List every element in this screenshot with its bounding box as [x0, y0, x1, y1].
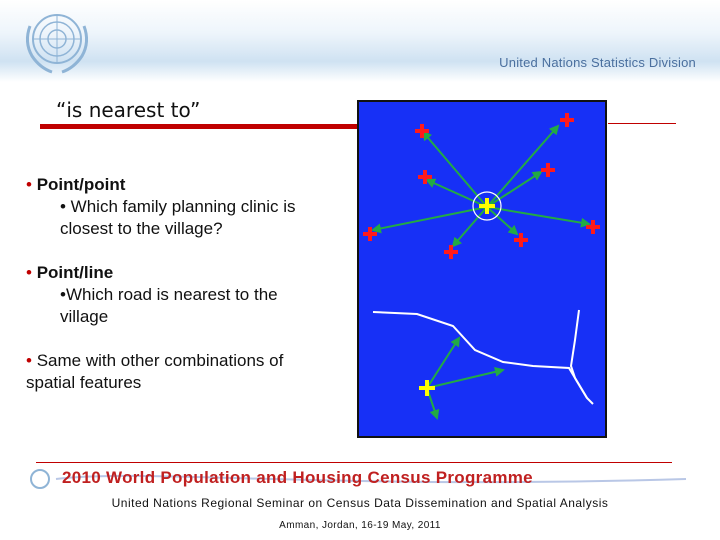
clinic-cross-icon: [444, 245, 458, 259]
census-banner-text: 2010 World Population and Housing Census Programme: [62, 468, 533, 487]
seminar-title: United Nations Regional Seminar on Census Data Dissemination and Spatial Analysis: [111, 496, 609, 510]
footer-rule: [36, 462, 672, 463]
title-rule-right: [608, 123, 676, 124]
bullet-sub: •Which road is nearest to the: [60, 285, 278, 304]
clinic-cross-icon: [586, 220, 600, 234]
un-emblem-icon: [18, 6, 96, 76]
seminar-place-date: Amman, Jordan, 16-19 May, 2011: [279, 520, 441, 531]
clinic-crosses: [363, 113, 600, 259]
bullet-marker: •: [26, 351, 32, 370]
road-arrows: [427, 338, 503, 418]
distance-arrow: [427, 180, 487, 207]
bullet-heading: Point/point: [36, 175, 126, 194]
title-rule: [40, 124, 360, 129]
bullet-combinations: [26, 350, 356, 372]
bullet-text: Same with other combinations of: [36, 351, 284, 370]
bullet-sub-cont: closest to the village?: [60, 219, 223, 238]
bullet-marker: •: [26, 175, 32, 194]
clinic-cross-icon: [541, 163, 555, 177]
bullet-heading: Point/line: [36, 263, 114, 282]
bullet-point-line: [26, 262, 356, 284]
bullet-sub-cont: village: [60, 307, 109, 326]
road-line: [571, 310, 587, 398]
division-name: United Nations Statistics Division: [499, 55, 696, 70]
road-line: [373, 312, 593, 404]
bullet-list: [26, 174, 356, 394]
clinic-cross-icon: [560, 113, 574, 127]
map-diagram: [357, 100, 607, 438]
bullet-marker: •: [26, 263, 32, 282]
distance-arrow: [427, 370, 503, 388]
bullet-text-cont: spatial features: [26, 373, 142, 392]
distance-arrow: [427, 338, 459, 388]
slide-title: “is nearest to”: [56, 98, 201, 122]
distance-arrows: [373, 126, 589, 246]
bullet-point-point: [26, 174, 356, 196]
bullet-sub: • Which family planning clinic is: [60, 197, 296, 216]
village-cross-icon: [419, 380, 435, 396]
roads: [373, 310, 593, 404]
clinic-cross-icon: [514, 233, 528, 247]
